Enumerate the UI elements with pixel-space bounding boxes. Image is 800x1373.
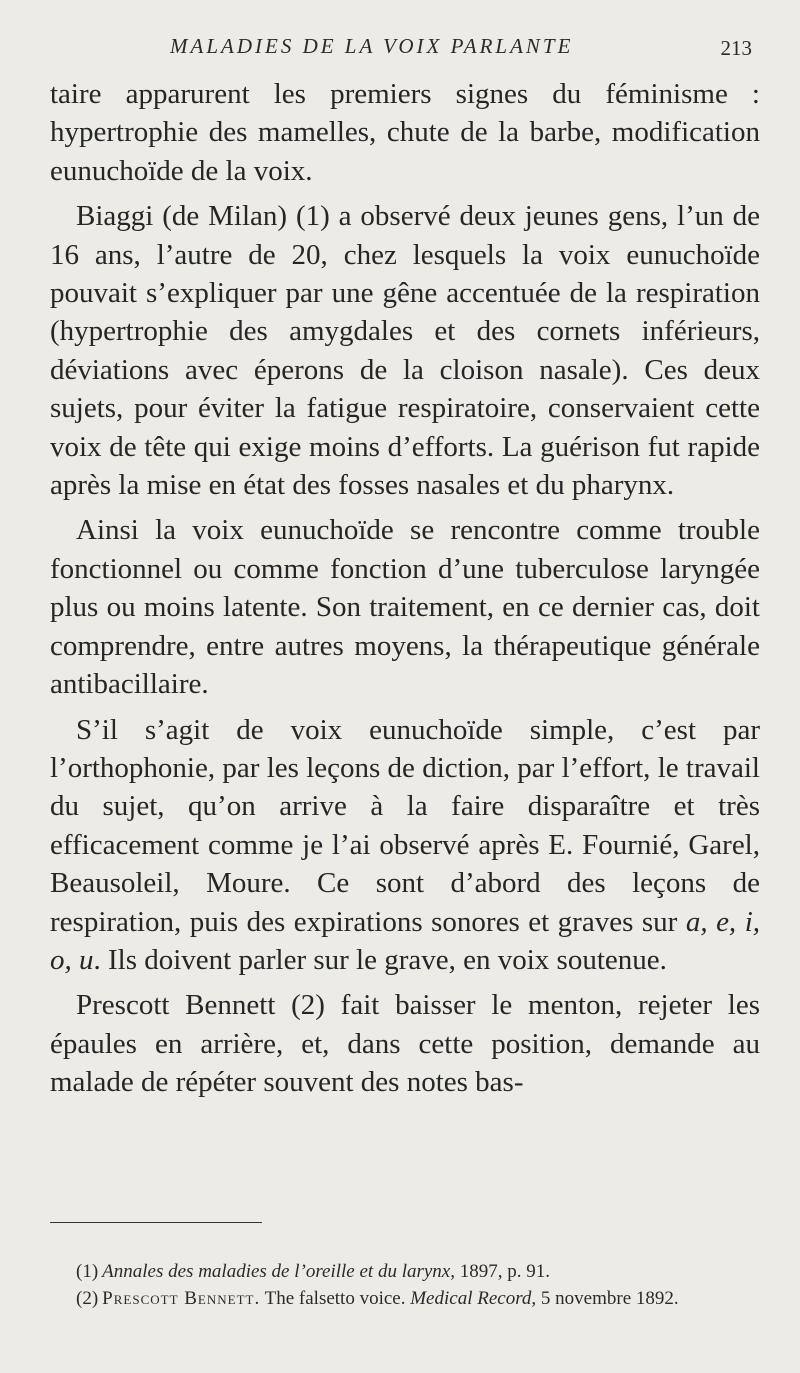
footnote-2-journal: Medical Record, [410, 1288, 537, 1309]
paragraph-4-end: . Ils doivent parler sur le grave, en voix soutenue. [93, 943, 667, 976]
footnote-1-rest: 1897, p. 91. [454, 1261, 550, 1282]
paragraph-4 [50, 711, 760, 980]
footnote-2-number: (2) [76, 1288, 99, 1309]
footnote-2-author: Prescott Bennett. [102, 1288, 261, 1309]
footnote-1 [50, 1258, 762, 1285]
page-number: 213 [720, 36, 752, 60]
footnote-2-text: The falsetto voice. [260, 1288, 411, 1309]
body-text [50, 75, 760, 1109]
footnote-1-number: (1) [76, 1261, 99, 1282]
paragraph-2: Biaggi (de Milan) (1) a observé deux jeunes gens, l’un de 16 ans, l’autre de 20, chez lesquels la voix eunuchoïde pouvait s’expliquer par une gêne accentuée de la respiration (hypertrophie des amygdales et des cornets inférieurs, déviations avec éperons de la cloison nasale). Ces deux sujets, pour éviter la fatigue respiratoire, conservaient cette voix de tête qui exige moins d’efforts. La guérison fut rapide après la mise en état des fosses nasales et du pharynx. [50, 200, 760, 502]
footnote-1-title: Annales des maladies de l’oreille et du larynx, [102, 1261, 455, 1282]
footnote-separator [50, 1222, 262, 1223]
footnote-2 [50, 1285, 762, 1312]
running-title: MALADIES DE LA VOIX PARLANTE [170, 34, 574, 58]
paragraph-4-start: S’il s’agit de voix eunuchoïde simple, c’est par l’orthophonie, par les leçons de diction, par l’effort, le travail du sujet, qu’on arrive à la faire disparaître et très efficacement comme je l’ai observé après E. Fournié, Garel, Beausoleil, Moure. Ce sont d’abord des leçons de respiration, puis des expirations sonores et graves sur [50, 713, 760, 938]
paragraph-5: Prescott Bennett (2) fait baisser le menton, rejeter les épaules en arrière, et, dans cette position, demande au malade de répéter souvent des notes bas- [50, 989, 760, 1099]
footnote-2-date: 5 novembre 1892. [536, 1288, 679, 1309]
paragraph-4-vowels: a, e, i, o, u [50, 905, 760, 976]
paragraph-1: taire apparurent les premiers signes du féminisme : hypertrophie des mamelles, chute de la barbe, modification eunuchoïde de la voix. [50, 78, 760, 187]
footnotes [50, 1258, 762, 1312]
paragraph-3: Ainsi la voix eunuchoïde se rencontre comme trouble fonctionnel ou comme fonction d’une tuberculose laryngée plus ou moins latente. Son traitement, en ce dernier cas, doit comprendre, entre autres moyens, la thérapeutique générale antibacillaire. [50, 514, 760, 701]
page-header [50, 34, 760, 64]
